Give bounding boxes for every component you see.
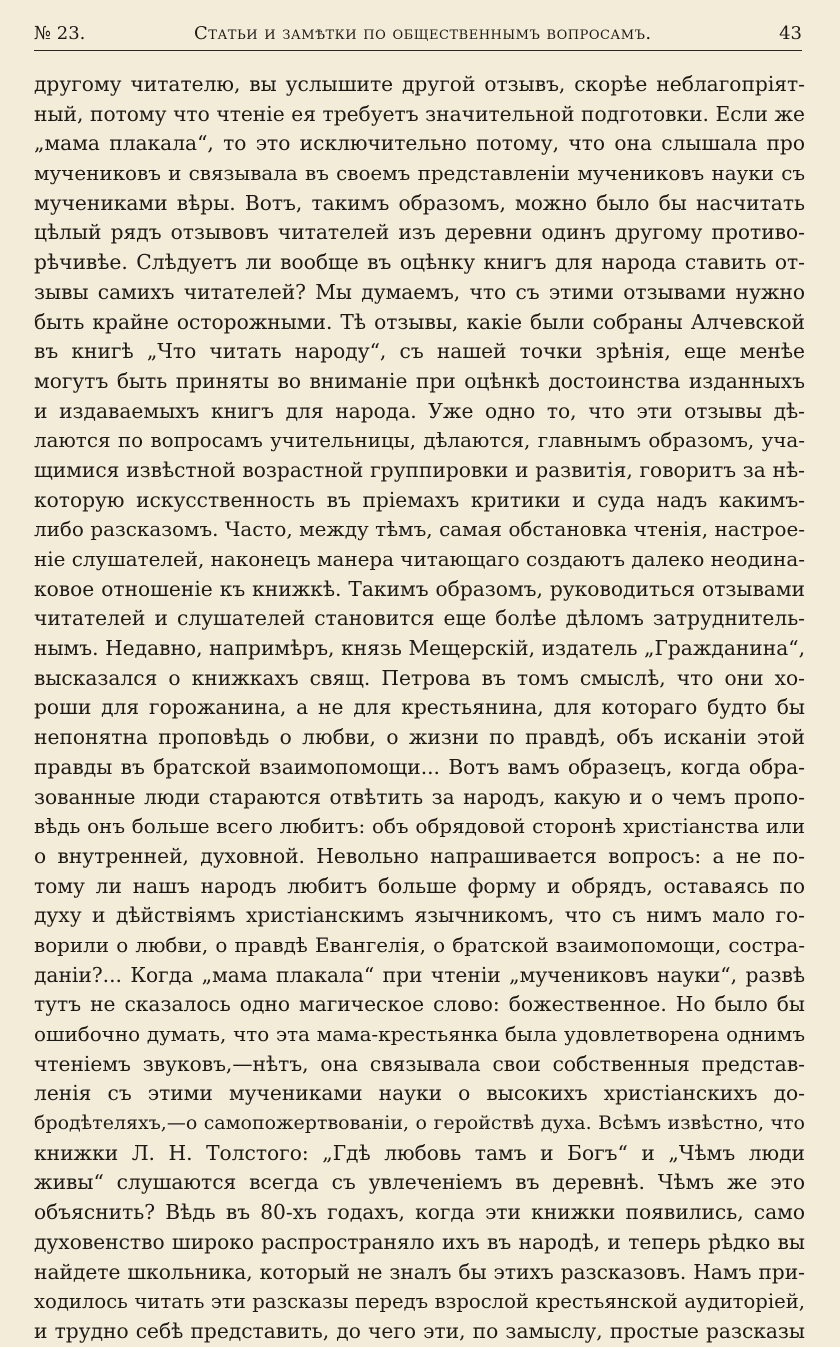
text-line: и трудно себѣ представить, до чего эти, по замыслу, простые разсказы: [34, 1318, 805, 1343]
text-line: нымъ. Недавно, напримѣръ, князь Мещерскій, издатель „Гражданина“,: [34, 636, 805, 661]
issue-number: № 23.: [34, 23, 86, 44]
text-line: другому читателю, вы услышите другой отзывъ, скорѣе неблагопріят-: [34, 72, 805, 96]
running-header: [34, 20, 802, 51]
text-line: ходилось читать эти разсказы передъ взрослой крестьянской аудиторіей,: [34, 1290, 805, 1314]
text-line: найдете школьника, который не зналъ бы этихъ разсказовъ. Намъ при-: [34, 1259, 805, 1284]
text-line: книжки Л. Н. Толстого: „Гдѣ любовь тамъ и Богъ“ и „Чѣмъ люди: [34, 1140, 805, 1165]
text-line: вѣдь онъ больше всего любитъ: объ обрядовой сторонѣ христіанства или: [34, 815, 805, 839]
text-line: мучениками вѣры. Вотъ, такимъ образомъ, можно было бы насчитать: [34, 190, 805, 215]
text-line: могутъ быть приняты во вниманіе при оцѣнкѣ достоинства изданныхъ: [34, 368, 805, 393]
text-line: либо разсказомъ. Часто, между тѣмъ, самая обстановка чтенія, настрое-: [34, 518, 805, 542]
text-line: непонятна проповѣдь о любви, о жизни по правдѣ, объ исканіи этой: [34, 725, 805, 750]
text-line: тому ли нашъ народъ любитъ больше форму и обрядъ, оставаясь по: [34, 873, 805, 898]
text-line: бродѣтеляхъ,—о самопожертвованіи, о геройствѣ духа. Всѣмъ извѣстно, что: [34, 1112, 805, 1135]
text-line: роши для горожанина, а не для крестьянина, для котораго будто бы: [34, 695, 805, 720]
text-line: „мама плакала“, то это исключительно потому, что она слышала про: [34, 131, 805, 156]
text-line: чтеніемъ звуковъ,—нѣтъ, она связывала свои собственныя представ-: [34, 1051, 805, 1076]
text-line: которую искусственность въ пріемахъ критики и суда надъ какимъ-: [34, 487, 805, 512]
body-text: [34, 70, 805, 1347]
text-line: рѣчивѣе. Слѣдуетъ ли вообще въ оцѣнку книгъ для народа ставить от-: [34, 250, 805, 275]
text-line: мучениковъ и связывала въ своемъ представленіи мучениковъ науки съ: [34, 162, 805, 186]
text-line: высказался о книжкахъ свящ. Петрова въ томъ смыслѣ, что они хо-: [34, 665, 805, 690]
text-line: ковое отношеніе къ книжкѣ. Такимъ образомъ, руководиться отзывами: [34, 576, 805, 601]
page-number: 43: [779, 23, 802, 44]
text-line: щимися извѣстной возрастной группировки и развитія, говоритъ за нѣ-: [34, 457, 805, 482]
text-line: зывы самихъ читателей? Мы думаемъ, что съ этими отзывами нужно: [34, 279, 805, 304]
text-line: быть крайне осторожными. Тѣ отзывы, какіе были собраны Алчевской: [34, 309, 805, 334]
text-line: ленія съ этими мучениками науки о высокихъ христіанскихъ до-: [34, 1081, 805, 1106]
text-line: ворили о любви, о правдѣ Евангелія, о братской взаимопомощи, состра-: [34, 933, 805, 957]
text-line: о внутренней, духовной. Невольно напрашивается вопросъ: а не по-: [34, 843, 805, 868]
text-line: живы“ слушаются всегда съ увлеченіемъ въ деревнѣ. Чѣмъ же это: [34, 1170, 805, 1195]
text-line: цѣлый рядъ отзывовъ читателей изъ деревни одинъ другому противо-: [34, 220, 805, 245]
text-line: духу и дѣйствіямъ христіанскимъ язычникомъ, что съ нимъ мало го-: [34, 903, 805, 928]
text-line: ный, потому что чтеніе ея требуетъ значительной подготовки. Если же: [34, 101, 805, 126]
text-line: въ книгѣ „Что читать народу“, съ нашей точки зрѣнія, еще менѣе: [34, 339, 805, 364]
text-line: ошибочно думать, что эта мама-крестьянка была удовлетворена однимъ: [34, 1023, 805, 1046]
text-line: тутъ не сказалось одно магическое слово: божественное. Но было бы: [34, 992, 805, 1017]
text-line: читателей и слушателей становится еще болѣе дѣломъ затруднитель-: [34, 606, 805, 631]
text-line: ніе слушателей, наконецъ манера читающаго создаютъ далеко неодина-: [34, 548, 805, 571]
text-line: даніи?... Когда „мама плакала“ при чтеніи „мучениковъ науки“, развѣ: [34, 962, 805, 987]
text-line: и издаваемыхъ книгъ для народа. Уже одно то, что эти отзывы дѣ-: [34, 398, 805, 423]
text-line: духовенство широко распространяло ихъ въ народѣ, и теперь рѣдко вы: [34, 1229, 805, 1254]
running-title: Статьи и замѣтки по общественнымъ вопросамъ.: [194, 23, 652, 44]
text-line: правды въ братской взаимопомощи... Вотъ вамъ образецъ, когда обра-: [34, 754, 805, 779]
text-line: объяснить? Вѣдь въ 80-хъ годахъ, когда эти книжки появились, само: [34, 1200, 805, 1225]
text-line: лаются по вопросамъ учительницы, дѣлаются, главнымъ образомъ, уча-: [34, 429, 805, 453]
text-line: зованные люди стараются отвѣтить за народъ, какую и о чемъ пропо-: [34, 784, 805, 809]
